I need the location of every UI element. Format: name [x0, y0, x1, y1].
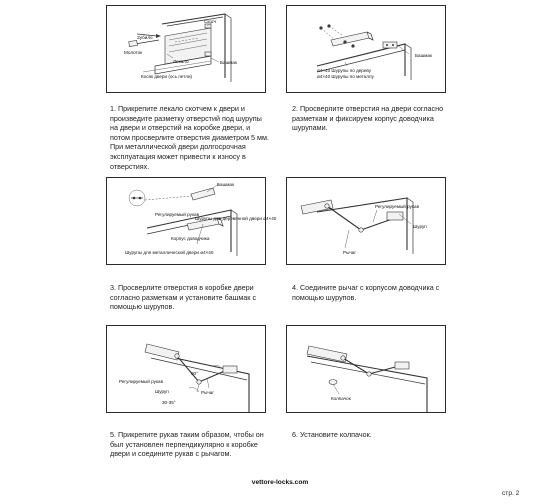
label-adjustable-arm: Регулируемый рукав: [375, 204, 420, 209]
label-screw-metal: Шурупы для металлической двери ø4×40: [125, 250, 214, 255]
illustration-step-5: [106, 325, 266, 413]
caption-step-6: 6. Установите колпачок.: [292, 430, 372, 439]
label-hammer: Молоток: [124, 50, 143, 55]
label-angle-90: 90°: [191, 371, 198, 376]
illustration-step-1: [106, 5, 266, 93]
label-screw: Шуруп: [413, 224, 427, 229]
caption-step-4: 4. Соедините рычаг с корпусом доводчика с помощью шурупов.: [292, 283, 440, 302]
label-scotch: Скотч: [204, 19, 217, 24]
footer-site-url: vettore-locks.com: [251, 479, 309, 486]
footer-page-number: стр. 2: [502, 490, 520, 497]
illustration-step-4: [286, 177, 446, 265]
illustration-step-6: [286, 325, 446, 413]
label-lever: Рычаг: [201, 390, 214, 395]
label-shoe: Башмак: [415, 53, 432, 58]
door-template-drawing: [107, 6, 265, 92]
label-screw: Шуруп: [155, 389, 169, 394]
label-closer-body: Корпус доводчика: [171, 236, 210, 241]
label-shoe: Башмак: [220, 60, 237, 65]
arm-perpendicular-drawing: [107, 326, 265, 412]
label-template: Лекало: [173, 59, 189, 64]
closer-body-drawing: [287, 6, 445, 92]
label-shoe: Башмак: [217, 182, 234, 187]
label-drill: Зубило: [137, 35, 153, 40]
label-adjustable-arm: Регулируемый рукав: [155, 212, 200, 217]
label-screw-wood: Шурупы для деревянной двери ø4×40: [195, 216, 277, 221]
caption-step-5: 5. Прикрепите рукав таким образом, чтобы он был установлен перпендикулярно к коробке двери и соедините рукав с рычагом.: [110, 430, 264, 459]
caption-step-3: 3. Просверлите отверстия в коробке двери согласно разметкам и установите башмак с помощью шурупов.: [110, 283, 257, 312]
label-adjustable-arm: Регулируемый рукав: [119, 379, 164, 384]
caption-step-2: 2. Просверлите отверстия на двери согласно разметкам и фиксируем корпус доводчика шурупами.: [292, 104, 444, 133]
label-screw-wood: ø4×40 Шурупы по дереву: [317, 68, 372, 73]
label-angle-30-35: 30-35°: [162, 400, 176, 405]
label-cap: Колпачок: [331, 396, 351, 401]
caption-step-1: 1. Прикрепите лекало скотчем к двери и произведите разметку отверстий под шурупы на двери и отверстий на коробке двери, и потом просверлите отверстия диаметром 5 мм. При металлической двери долгосрочная эксплуатация может привести к износу в отверстиях.: [110, 104, 269, 171]
cap-install-drawing: [287, 326, 445, 412]
label-lever: Рычаг: [343, 250, 356, 255]
lever-connection-drawing: [287, 178, 445, 264]
label-screw-metal: ø4×40 Шурупы по металлу: [317, 74, 374, 79]
label-door-axis: Косяк двери (ось петли): [141, 74, 193, 79]
illustration-step-3: [106, 177, 277, 265]
illustration-step-2: [286, 5, 446, 93]
